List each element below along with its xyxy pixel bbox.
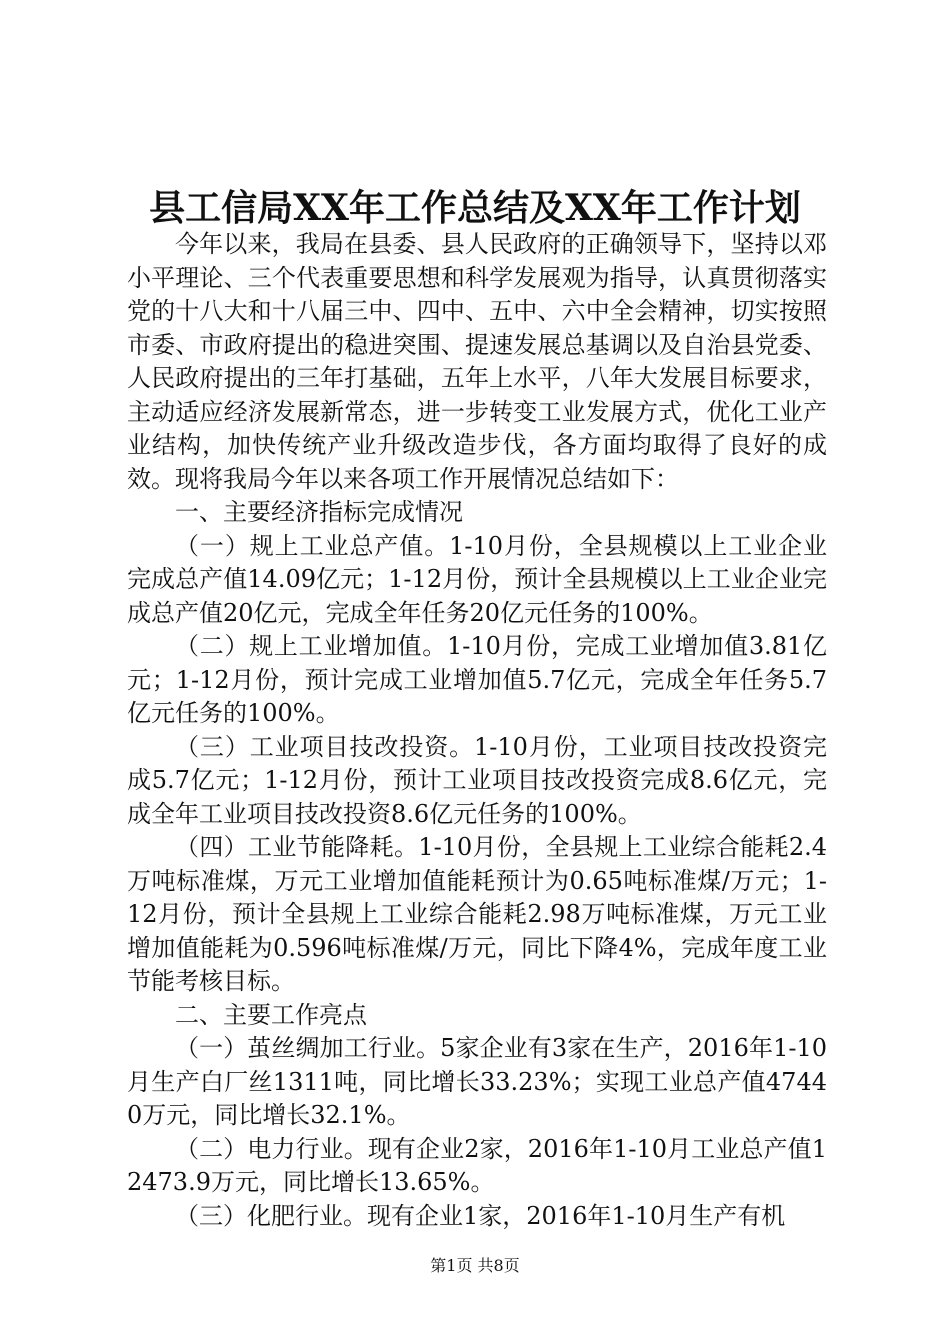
section-heading-1: 一、主要经济指标完成情况 bbox=[175, 498, 463, 526]
paragraph-intro: 今年以来，我局在县委、县人民政府的正确领导下，坚持以邓小平理论、三个代表重要思想和科学发展观为指导，认真贯彻落实党的十八大和十八届三中、四中、五中、六中全会精神，切实按照市委、市政府提出的稳进突围、提速发展总基调以及自治县党委、人民政府提出的三年打基础，五年上水平，八年大发展目标要求，主动适应经济发展新常态，进一步转变工业发展方式，优化工业产业结构，加快传统产业升级改造步伐，各方面均取得了良好的成效。现将我局今年以来各项工作开展情况总结如下： bbox=[127, 230, 827, 493]
paragraph-item: （一）规上工业总产值。1-10月份，全县规模以上工业企业完成总产值14.09亿元；1-12月份，预计全县规模以上工业企业完成总产值20亿元，完成全年任务20亿元任务的100%。 bbox=[127, 531, 827, 627]
paragraph-item: （三）化肥行业。现有企业1家，2016年1-10月生产有机 bbox=[175, 1201, 786, 1230]
paragraph-item: （四）工业节能降耗。1-10月份，全县规上工业综合能耗2.4万吨标准煤，万元工业增加值能耗预计为0.65吨标准煤/万元；1-12月份，预计全县规上工业综合能耗2.98万吨标准煤，万元工业增加值能耗为0.596吨标准煤/万元，同比下降4%，完成年度工业节能考核目标。 bbox=[127, 833, 827, 995]
paragraph-item: （二）电力行业。现有企业2家，2016年1-10月工业总产值12473.9万元，同比增长13.65%。 bbox=[127, 1134, 827, 1196]
section-heading-2: 二、主要工作亮点 bbox=[175, 1000, 367, 1029]
paragraph-item: （三）工业项目技改投资。1-10月份，工业项目技改投资完成5.7亿元；1-12月份，预计工业项目技改投资完成8.6亿元，完成全年工业项目技改投资8.6亿元任务的100%。 bbox=[127, 732, 827, 828]
document-title: 县工信局XX年工作总结及XX年工作计划 bbox=[149, 187, 801, 229]
paragraph-item: （一）茧丝绸加工行业。5家企业有3家在生产，2016年1-10月生产白厂丝1311吨，同比增长33.23%；实现工业总产值47440万元，同比增长32.1%。 bbox=[127, 1034, 827, 1129]
paragraph-item: （二）规上工业增加值。1-10月份，完成工业增加值3.81亿元；1-12月份，预计完成工业增加值5.7亿元，完成全年任务5.7亿元任务的100%。 bbox=[127, 632, 827, 727]
document-body bbox=[127, 228, 827, 1233]
page-number-footer: 第1页 共8页 bbox=[430, 1256, 520, 1275]
